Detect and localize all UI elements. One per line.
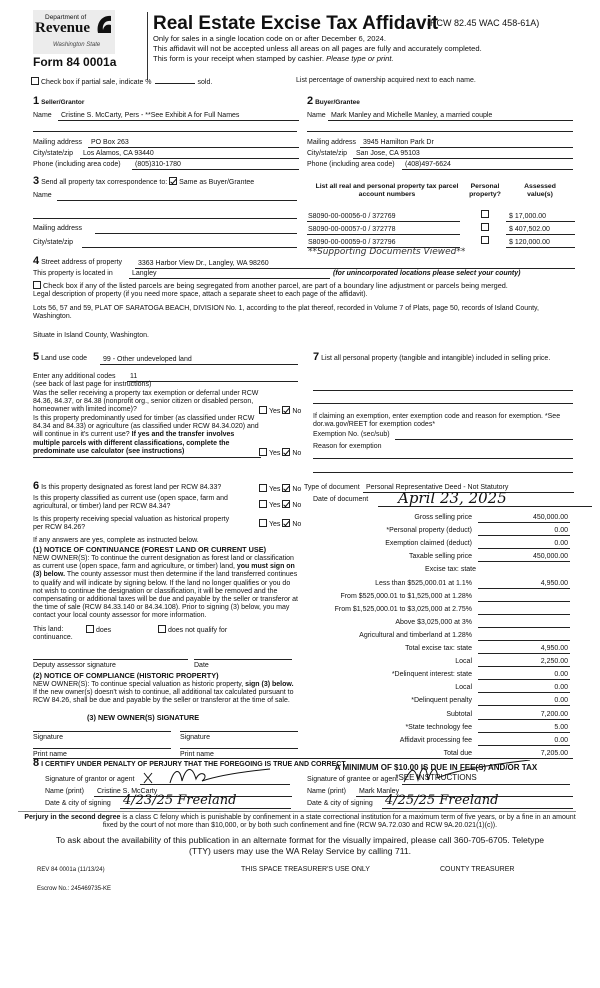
timber-question-text: Is this property predominantly used for timber (as classified under RCW 84.34 and 84.33) or agriculture (as classified under RCW 84.34.020) and will continue in it's current use? <box>33 415 259 439</box>
tax-row <box>300 580 572 590</box>
buyer-name-label: Name <box>307 112 326 119</box>
tax-row <box>300 658 572 668</box>
grantee-date-label: Date & city of signing <box>307 800 373 807</box>
tax-row-value[interactable]: 450,000.00 <box>478 514 570 523</box>
partial-sale-row <box>31 77 212 87</box>
corr-name-field[interactable] <box>57 200 297 201</box>
tax-row-value[interactable]: 0.00 <box>478 671 570 680</box>
tax-row-label: Agricultural and timberland at 1.28% <box>359 631 472 639</box>
q2-yes-no <box>259 448 301 458</box>
legal-description-label: Legal description of property (if you need more space, attach a separate sheet to each page of the affidavit). <box>33 291 368 298</box>
segregate-label: Check box if any of the listed parcels are being segregated from another parcel, are part of a boundary line adjustment or parcels being merged. <box>43 281 508 290</box>
street-address-field[interactable]: 3363 Harbor View Dr., Langley, WA 98260 <box>135 260 575 269</box>
form-title: Real Estate Excise Tax Affidavit <box>153 13 439 34</box>
new-owner-signature-1[interactable] <box>33 731 171 732</box>
form-citation: (RCW 82.45 WAC 458-61A) <box>427 18 540 28</box>
tax-row <box>300 566 572 576</box>
exemption-instructions: If claiming an exemption, enter exemption code and reason for exemption. *See dor.wa.gov/REET for exemption codes* <box>313 413 561 429</box>
header-note-3-italic: Please type or print. <box>326 54 394 63</box>
located-field[interactable]: Langley <box>129 270 330 279</box>
continuance-text: continuance. <box>33 634 73 641</box>
print-name-label: Print name <box>33 751 67 758</box>
tax-row <box>300 671 572 681</box>
personal-property-line1[interactable] <box>313 390 573 391</box>
dor-logo <box>33 10 115 54</box>
tax-row-value[interactable]: 0.00 <box>478 697 570 706</box>
seller-name-label: Name <box>33 112 52 119</box>
no-label: No <box>292 450 302 457</box>
corr-mailing-label: Mailing address <box>33 225 83 232</box>
additional-codes-instructions: (see back of last page for instructions) <box>33 381 152 388</box>
tax-row-value[interactable]: 0.00 <box>478 737 570 746</box>
tax-row <box>300 540 572 550</box>
seller-city-label: City/state/zip <box>33 150 74 157</box>
section-number: 3 <box>33 175 40 187</box>
tax-row <box>300 724 572 734</box>
buyer-city-field[interactable]: San Jose, CA 95103 <box>353 150 573 159</box>
additional-codes-label: Enter any additional codes <box>33 373 116 380</box>
section-number: 5 <box>33 351 40 363</box>
grantee-date-field[interactable]: 4/25/25 Freeland <box>382 794 573 809</box>
header-note-3-text: This form is your receipt when stamped by cashier. <box>153 54 324 63</box>
legal-description-text[interactable]: Lots 56, 57 and 59, PLAT OF SARATOGA BEACH, DIVISION No. 1, according to the plat thereof, recorded in Volume 7 of Plats, page 50, records of Island County, Washington. <box>33 305 539 321</box>
tax-row-value[interactable] <box>478 632 570 641</box>
tax-row <box>300 606 572 616</box>
signature-label: Signature <box>180 734 210 741</box>
tax-row-label: Gross selling price <box>414 514 472 521</box>
tax-row-value[interactable]: 4,950.00 <box>478 645 570 654</box>
tax-row-value[interactable]: 2,250.00 <box>478 658 570 667</box>
seller-title: Seller/Grantor <box>41 99 85 106</box>
exemption-no-label: Exemption No. (sec/sub) <box>313 431 390 438</box>
parcel-number[interactable]: S8090-00-00056-0 / 372769 <box>307 213 460 222</box>
parcel-personal-checkbox[interactable] <box>481 236 491 246</box>
county-treasurer-label: COUNTY TREASURER <box>440 866 515 873</box>
tax-row-label: *Delinquent interest: state <box>391 671 472 679</box>
seller-city-field[interactable]: Los Alamos, CA 93440 <box>80 150 299 159</box>
does-label: does <box>96 627 112 634</box>
header-note-1: Only for sales in a single location code on or after December 6, 2024. <box>153 34 387 43</box>
parcel-assessed-value[interactable]: $ 120,000.00 <box>506 239 575 248</box>
tax-row-label: From $1,525,000.01 to $3,025,000 at 2.75% <box>334 605 472 613</box>
yes-label: Yes <box>269 408 281 415</box>
yes-checkbox[interactable] <box>259 448 267 456</box>
grantee-signature-label: Signature of grantee or agent <box>307 776 399 783</box>
notice2-bold: sign (3) below. <box>245 681 294 688</box>
seller-name-field[interactable]: Cristine S. McCarty, Pers - **See Exhibit A for Full Names <box>58 112 299 121</box>
parcel-assessed-value[interactable]: $ 407,502.00 <box>506 226 575 235</box>
corr-name-line2[interactable] <box>33 218 297 219</box>
yes-label: Yes <box>269 521 281 528</box>
no-checkbox[interactable] <box>282 448 290 456</box>
grantee-name-label: Name (print) <box>307 788 346 795</box>
tax-row-label: Local <box>455 658 472 666</box>
land-use-heading <box>33 353 87 363</box>
seller-phone-label: Phone (including area code) <box>33 161 121 168</box>
buyer-phone-label: Phone (including area code) <box>307 161 395 168</box>
notice2-text-a: NEW OWNER(S): To continue special valuation as historic property, <box>33 681 244 688</box>
correspondence-heading <box>33 177 254 187</box>
tax-row-value[interactable] <box>478 606 570 615</box>
tax-row <box>300 632 572 642</box>
no-checkbox[interactable] <box>282 500 290 508</box>
section-number: 2 <box>307 95 314 107</box>
yes-checkbox[interactable] <box>259 406 267 414</box>
header-note-3 <box>153 55 394 63</box>
deputy-assessor-signature-field[interactable] <box>33 659 188 660</box>
tax-row-value[interactable]: 5.00 <box>478 724 570 733</box>
revision-label: REV 84 0001a (11/13/24) <box>37 867 105 873</box>
tax-row <box>300 711 572 721</box>
corr-city-field[interactable] <box>82 247 297 248</box>
print-name-label: Print name <box>180 751 214 758</box>
does-not-checkbox[interactable] <box>158 625 166 633</box>
notice-continuance-text <box>33 555 298 621</box>
current-use-question: Is this property classified as current use (open space, farm and agricultural, or timber) land per RCW 84.34? <box>33 495 228 511</box>
forest-land-question: Is this property designated as forest land per RCW 84.33? <box>41 484 222 491</box>
minimum-due-note: A MINIMUM OF $10.00 IS DUE IN FEE(S) AND/OR TAX <box>334 763 538 772</box>
partial-sale-suffix: sold. <box>197 79 213 86</box>
no-checkbox[interactable] <box>282 519 290 527</box>
street-label: Street address of property <box>41 259 123 266</box>
tax-row-label: Exemption claimed (deduct) <box>385 540 472 548</box>
seller-mailing-field[interactable]: PO Box 263 <box>88 139 299 148</box>
tax-row <box>300 684 572 694</box>
tax-row-value[interactable] <box>478 593 570 602</box>
tax-row-label: Above $3,025,000 at 3% <box>395 618 472 626</box>
tax-row-label: Taxable selling price <box>408 553 472 561</box>
escrow-number: Escrow No.: 245469735-KE <box>37 886 112 892</box>
deputy-date-field[interactable] <box>194 659 292 660</box>
segregate-row <box>33 281 508 290</box>
current-use-yes-no <box>259 500 301 510</box>
section-number: 8 <box>33 757 40 769</box>
notice-compliance-title: (2) NOTICE OF COMPLIANCE (HISTORIC PROPERTY) <box>33 671 219 680</box>
section-number: 1 <box>33 95 40 107</box>
tax-row <box>300 619 572 629</box>
does-checkbox[interactable] <box>86 625 94 633</box>
tax-row-value[interactable]: 7,200.00 <box>478 711 570 720</box>
doc-date-label: Date of document <box>313 496 369 503</box>
buyer-phone-field[interactable]: (408)497-6624 <box>402 161 573 170</box>
section-number: 4 <box>33 255 40 267</box>
exemption-deferral-question: Was the seller receiving a property tax exemption or deferral under RCW 84.36, 84.37, or 84.38 (nonprofit org., senior citizen or disabled person, homeowner with limited income)? <box>33 390 259 414</box>
notice-compliance-text <box>33 681 298 706</box>
logo-text-line1: Department of <box>45 14 87 21</box>
if-yes-text: If any answers are yes, complete as instructed below. <box>33 537 199 544</box>
grantee-name-field[interactable]: Mark Manley <box>356 788 573 797</box>
does-option <box>86 625 111 635</box>
grantor-signature-icon <box>140 765 280 787</box>
new-owner-print-1[interactable] <box>33 748 171 749</box>
tax-row-value[interactable]: 450,000.00 <box>478 553 570 562</box>
no-label: No <box>292 486 302 493</box>
tax-row-value[interactable]: 4,950.00 <box>478 580 570 589</box>
tax-row-value[interactable] <box>478 619 570 628</box>
tax-row-label: Total due <box>443 749 472 757</box>
treasurer-space-label: THIS SPACE TREASURER'S USE ONLY <box>241 866 370 873</box>
does-not-option <box>158 625 227 635</box>
buyer-mailing-label: Mailing address <box>307 139 357 146</box>
tax-row-label: Affidavit processing fee <box>399 736 472 744</box>
no-checkbox[interactable] <box>282 484 290 492</box>
no-checkbox[interactable] <box>282 406 290 414</box>
partial-sale-checkbox[interactable] <box>31 77 39 85</box>
tax-row-value[interactable]: 0.00 <box>478 684 570 693</box>
tax-row-value[interactable]: 0.00 <box>478 540 570 549</box>
tax-row-label: Local <box>455 684 472 692</box>
notice1-text-b: The county assessor must then determine if the land transferred continues to qualify and will indicate by signing below. If the land no longer qualifies or you do not wish to continue the designation or classification, it will be removed and the compensating or additional taxes will be due and payable by the seller or transferor at the time of sale (RCW 84.33.140 or 84.34.108). Prior to signing (3) below, you may contact your local county assessor for more information. <box>33 571 298 620</box>
segregate-checkbox[interactable] <box>33 281 41 289</box>
deputy-date-label: Date <box>194 662 209 669</box>
buyer-mailing-field[interactable]: 3945 Hamilton Park Dr <box>360 139 573 148</box>
buyer-name-line2[interactable] <box>307 131 573 132</box>
corr-mailing-field[interactable] <box>95 233 297 234</box>
tax-row <box>300 514 572 524</box>
header-note-2: This affidavit will not be accepted unless all areas on all pages are fully and accurately completed. <box>153 44 482 53</box>
notice1-text-a: NEW OWNER(S): To continue the current designation as forest land or classification as current use (open space, farm and agriculture, or timber) land, <box>33 555 294 571</box>
yes-label: Yes <box>269 450 281 457</box>
tax-row <box>300 553 572 563</box>
doc-date-field[interactable]: April 23, 2025 <box>378 490 592 507</box>
tax-row-label: Less than $525,000.01 at 1.1% <box>375 579 472 587</box>
tax-row-label: Excise tax: state <box>425 566 476 574</box>
this-land-label: This land: <box>33 626 64 633</box>
section-number: 6 <box>33 480 40 492</box>
tax-row-value[interactable]: 0.00 <box>478 527 570 536</box>
yes-label: Yes <box>269 502 281 509</box>
tax-row-label: *Delinquent penalty <box>411 697 472 705</box>
signature-label: Signature <box>33 734 63 741</box>
situate-text: Situate in Island County, Washington. <box>33 332 149 339</box>
land-use-code-field[interactable]: 99 - Other undeveloped land <box>100 356 298 365</box>
additional-codes-field[interactable]: 11 <box>127 373 298 382</box>
located-note: (for unincorporated locations please select your county) <box>333 270 521 277</box>
same-as-buyer-label: Same as Buyer/Grantee <box>179 179 255 186</box>
logo-text-revenue: Revenue <box>35 20 90 36</box>
notice-continuance-title: (1) NOTICE OF CONTINUANCE (FOREST LAND OR CURRENT USE) <box>33 545 267 554</box>
seller-heading <box>33 97 84 107</box>
located-label: This property is located in <box>33 270 113 277</box>
parcel-personal-checkbox[interactable] <box>481 210 491 220</box>
tax-row-label: Subtotal <box>446 710 472 718</box>
property-heading <box>33 257 122 267</box>
parcel-number[interactable]: S8090-00-00059-0 / 372796 <box>307 239 460 248</box>
partial-sale-label: Check box if partial sale, indicate % <box>41 79 152 86</box>
perjury-bold: Perjury in the second degree <box>24 814 121 821</box>
seller-name-line2[interactable] <box>33 131 297 132</box>
buyer-title: Buyer/Grantee <box>315 99 360 106</box>
new-owner-signature-2[interactable] <box>180 731 298 732</box>
no-label: No <box>292 408 302 415</box>
personal-property-label: List all personal property (tangible and intangible) included in selling price. <box>321 355 551 362</box>
personal-property-line2[interactable] <box>313 403 573 404</box>
parcel-personal-checkbox[interactable] <box>481 223 491 233</box>
grantor-signature-label: Signature of grantor or agent <box>45 776 135 783</box>
header-divider <box>147 12 148 80</box>
historical-yes-no <box>259 519 301 529</box>
land-use-label: Land use code <box>41 355 88 362</box>
does-not-label: does not qualify for <box>168 627 228 634</box>
parcel-header-number: List all real and personal property tax parcel account numbers <box>315 183 459 199</box>
seller-phone-field[interactable]: (805)310-1780 <box>132 161 299 170</box>
deputy-assessor-label: Deputy assessor signature <box>33 662 116 669</box>
grantee-signature-icon <box>400 760 560 786</box>
exemption-reason-label: Reason for exemption <box>313 443 382 450</box>
grantor-name-label: Name (print) <box>45 788 84 795</box>
certify-title: I CERTIFY UNDER PENALTY OF PERJURY THAT THE FOREGOING IS TRUE AND CORRECT <box>41 761 346 768</box>
historical-question: Is this property receiving special valuation as historical property per RCW 84.26? <box>33 516 230 532</box>
tax-row <box>300 527 572 537</box>
new-owner-signature-title: (3) NEW OWNER(S) SIGNATURE <box>87 713 200 722</box>
accessibility-notice: To ask about the availability of this publication in an alternate format for the visually impaired, please call 360-705-6705. Teletype (TTY) users may use the WA Relay Service by calling 711. <box>55 835 545 856</box>
section-number: 7 <box>313 351 320 363</box>
revenue-swirl-icon <box>94 13 114 37</box>
footer-divider <box>18 811 576 812</box>
new-owner-print-2[interactable] <box>180 748 298 749</box>
tax-row-value[interactable]: 7,205.00 <box>478 750 570 759</box>
logo-text-state: Washington State <box>53 42 101 48</box>
grantor-date-field[interactable]: 4/23/25 Freeland <box>120 794 291 809</box>
doc-type-label: Type of document <box>304 484 360 491</box>
parcel-header-personal: Personal property? <box>469 183 501 199</box>
tax-row-label: *Personal property (deduct) <box>386 527 472 535</box>
forest-yes-no <box>259 484 301 494</box>
tax-row-label: From $525,000.01 to $1,525,000 at 1.28% <box>340 592 472 600</box>
parcel-header-value: Assessed value(s) <box>524 183 556 199</box>
yes-checkbox[interactable] <box>259 500 267 508</box>
exemption-no-field[interactable] <box>395 439 573 440</box>
grantor-date-label: Date & city of signing <box>45 800 111 807</box>
exemption-reason-line2[interactable] <box>313 472 573 473</box>
perjury-text: is a class C felony which is punishable by confinement in a state correctional institution for a maximum term of five years, or by a fine in an amount fixed by the court of not more than $10,000, or by both such confinement and fine (RCW 9A.72.030 and RCW 9A.20.021(1)(c)). <box>102 814 576 830</box>
correspondence-label: Send all property tax correspondence to: <box>41 179 168 186</box>
same-as-buyer-checkbox[interactable] <box>169 177 177 185</box>
corr-name-label: Name <box>33 192 52 199</box>
supporting-docs-stamp: **Supporting Documents Viewed** <box>308 247 466 257</box>
tax-row <box>300 697 572 707</box>
buyer-name-field[interactable]: Mark Manley and Michelle Manley, a married couple <box>328 112 573 121</box>
seller-mailing-label: Mailing address <box>33 139 83 146</box>
parcel-assessed-value[interactable]: $ 17,000.00 <box>506 213 575 222</box>
doc-type-field[interactable]: Personal Representative Deed - Not Statutory <box>363 484 574 493</box>
grantor-name-field[interactable]: Cristine S. McCarty <box>94 788 292 797</box>
tax-row <box>300 593 572 603</box>
buyer-heading <box>307 97 360 107</box>
partial-percent-field[interactable] <box>155 83 195 84</box>
section6-q1 <box>33 482 221 492</box>
notice2-text-b: If the new owner(s) doesn't wish to continue, all additional tax calculated pursuant to RCW 84.26, shall be due and payable by the seller or transferor at the time of sale. <box>33 689 294 705</box>
exemption-reason-line1[interactable] <box>313 458 573 459</box>
corr-city-label: City/state/zip <box>33 239 74 246</box>
notice1-bold: you must sign on (3) below. <box>33 563 295 579</box>
form-number: Form 84 0001a <box>33 55 117 69</box>
tax-row <box>300 645 572 655</box>
buyer-city-label: City/state/zip <box>307 150 348 157</box>
parcel-number[interactable]: S8090-00-00057-0 / 372778 <box>307 226 460 235</box>
yes-checkbox[interactable] <box>259 519 267 527</box>
tax-row-label: *State technology fee <box>405 723 472 731</box>
yes-checkbox[interactable] <box>259 484 267 492</box>
yes-label: Yes <box>269 486 281 493</box>
q1-yes-no <box>259 406 301 416</box>
timber-question-bold: If yes and the transfer involves multiple parcels with different classifications, complete the predominate use calculator (see instructions) <box>33 431 235 455</box>
perjury-notice <box>20 814 580 830</box>
timber-question <box>33 415 261 458</box>
tax-row-label: Total excise tax: state <box>405 645 472 652</box>
no-label: No <box>292 502 302 509</box>
tax-row <box>300 737 572 747</box>
no-label: No <box>292 521 302 528</box>
see-instructions-note: *SEE INSTRUCTIONS <box>395 773 477 782</box>
personal-property-heading <box>313 353 571 363</box>
ownership-note: List percentage of ownership acquired next to each name. <box>296 77 476 84</box>
